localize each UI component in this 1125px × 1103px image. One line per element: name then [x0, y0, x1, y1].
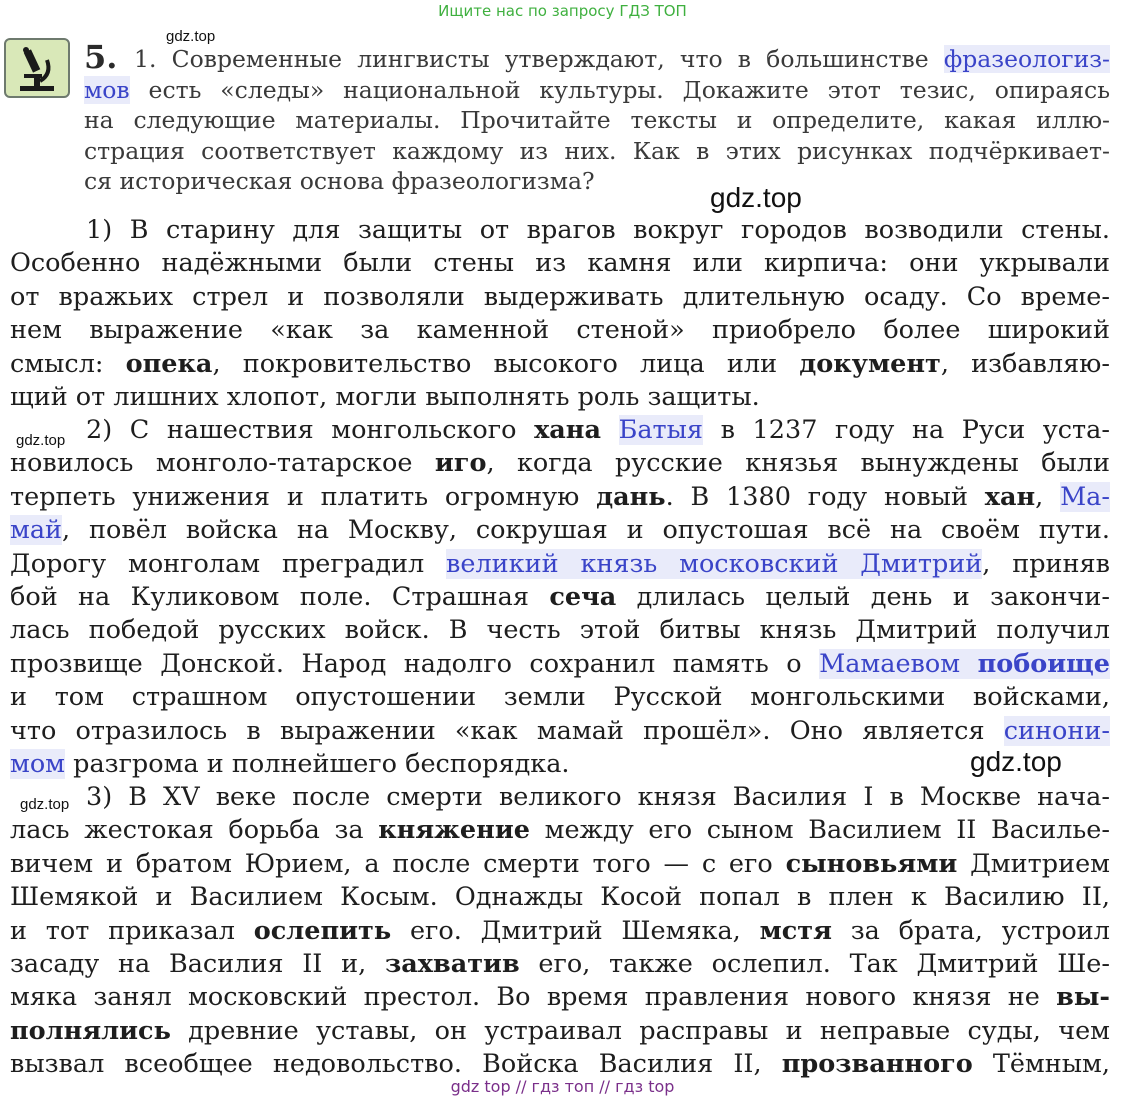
paragraph-1	[10, 214, 1110, 414]
text-line: лась победой русских войск. В честь этой битвы князь Дмитрий получил	[10, 615, 1110, 646]
text-line: нем выражение «как за каменной стеной» приобрело более широкий	[10, 315, 1110, 346]
text-line: 2) С нашествия монгольского хана Батыя в 1237 году на Руси уста-	[86, 415, 1110, 445]
bold-term: мстя	[759, 915, 832, 946]
search-hint-banner: Ищите нас по запросу ГДЗ ТОП	[438, 2, 687, 20]
microscope-icon	[4, 38, 70, 98]
text-line: и тот приказал ослепить его. Дмитрий Шемяка, мстя за брата, устроил	[10, 915, 1110, 946]
highlighted-term: Ма-	[1060, 481, 1110, 512]
bold-term: сыновьями	[785, 848, 958, 879]
text-line: май, повёл войска на Москву, сокрушая и опустошая всё на своём пути.	[10, 515, 1110, 546]
text-line: щий от лишних хлопот, могли выполнять роль защиты.	[10, 381, 760, 412]
highlighted-term: синони-	[1003, 715, 1110, 746]
text-line: 3) В XV веке после смерти великого князя Василия I в Москве нача-	[86, 782, 1110, 812]
text-line: 1. Современные лингвисты утверждают, что в большинстве фразеологиз-	[134, 45, 1110, 73]
footer-watermark: gdz top // гдз топ // гдз top	[450, 1077, 675, 1096]
bold-term: документ	[799, 348, 941, 379]
watermark: gdz.top	[16, 432, 66, 449]
text-line: терпеть унижения и платить огромную дань. В 1380 году новый хан, Ма-	[10, 481, 1110, 512]
text-line: полнялись древние уставы, он устраивал расправы и неправые суды, чем	[10, 1015, 1110, 1046]
paragraph-3	[10, 781, 1110, 1082]
text-line: и том страшном опустошении земли Русской монгольскими войсками,	[10, 682, 1110, 713]
task-instructions	[84, 44, 1110, 197]
watermark: gdz.top	[970, 746, 1062, 777]
bold-term: хана	[534, 415, 601, 445]
bold-term: ослепить	[253, 915, 392, 946]
task-number: 5.	[84, 38, 118, 76]
text-line: ся историческая основа фразеологизма?	[84, 167, 595, 195]
text-line: Особенно надёжными были стены из камня или кирпича: они укрывали	[10, 248, 1110, 279]
text-line: новилось монголо-татарское иго, когда русские князья вынуждены были	[10, 448, 1110, 479]
highlighted-term: великий князь московский Дмитрий	[446, 548, 983, 579]
bold-term: захватив	[384, 948, 520, 979]
text-line: мов есть «следы» национальной культуры. Докажите этот тезис, опираясь	[84, 75, 1110, 104]
text-line: вызвал всеобщее недовольство. Войска Василия II, прозванного Тёмным,	[10, 1049, 1110, 1080]
bold-term: вы-	[1056, 982, 1110, 1013]
watermark: gdz.top	[20, 796, 70, 813]
watermark: gdz.top	[166, 28, 216, 45]
bold-term: полнялись	[10, 1015, 171, 1046]
text-line: прозвище Донской. Народ надолго сохранил память о Мамаевом побоище	[10, 648, 1110, 679]
text-line: страция соответствует каждому из них. Как в этих рисунках подчёркивает-	[84, 136, 1110, 165]
text-line: мом разгрома и полнейшего беспорядка.	[10, 748, 570, 779]
paragraph-2	[10, 414, 1110, 781]
bold-term: дань	[596, 481, 666, 512]
text-line: на следующие материалы. Прочитайте тексты и определите, какая иллю-	[84, 106, 1110, 134]
text-line: Дорогу монголам преградил великий князь московский Дмитрий, приняв	[10, 548, 1110, 579]
bold-term: сеча	[549, 581, 617, 612]
text-line: Шемякой и Василием Косым. Однажды Косой попал в плен к Василию II,	[10, 882, 1110, 913]
highlighted-term: Батыя	[618, 415, 704, 445]
bold-term: опека	[125, 348, 213, 379]
text-line: 1) В старину для защиты от врагов вокруг городов возводили стены.	[86, 215, 1110, 245]
watermark: gdz.top	[710, 182, 802, 213]
highlighted-term: мом	[10, 748, 66, 779]
text-line: от вражьих стрел и позволяли выдерживать длительную осаду. Со време-	[10, 281, 1110, 312]
text-line: мяка занял московский престол. Во время правления нового князя не вы-	[10, 982, 1110, 1013]
text-line: лась жестокая борьба за княжение между его сыном Василием II Василье-	[10, 815, 1111, 846]
text-line: вичем и братом Юрием, а после смерти того — с его сыновьями Дмитрием	[10, 848, 1110, 879]
text-line: что отразилось в выражении «как мамай прошёл». Оно является синони-	[10, 715, 1110, 746]
bold-term: княжение	[378, 815, 530, 846]
text-line: бой на Куликовом поле. Страшная сеча длилась целый день и закончи-	[10, 581, 1110, 612]
text-line: смысл: опека, покровительство высокого лица или документ, избавляю-	[10, 348, 1110, 379]
bold-term: хан	[984, 481, 1036, 512]
highlighted-term: Мамаевом побоище	[819, 648, 1110, 679]
bold-term: прозванного	[781, 1049, 973, 1080]
highlighted-term: май	[10, 515, 63, 546]
bold-term: иго	[434, 448, 487, 479]
highlighted-term: фразеологиз-	[943, 45, 1110, 73]
highlighted-term: мов	[84, 75, 130, 104]
text-line: засаду на Василия II и, захватив его, также ослепил. Так Дмитрий Ше-	[10, 948, 1110, 979]
